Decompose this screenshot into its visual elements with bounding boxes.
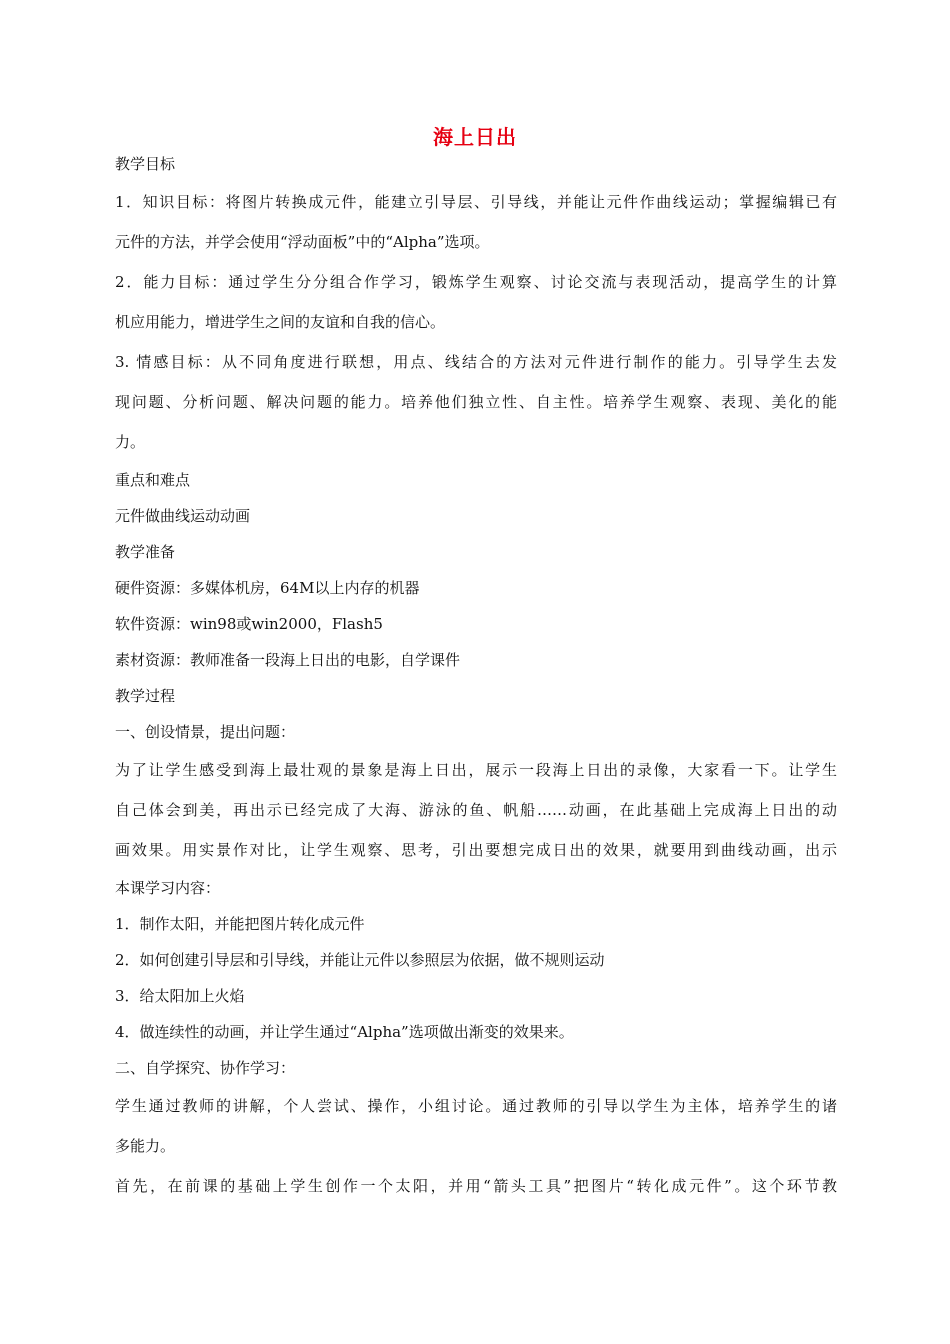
paragraph-line: 自己体会到美，再出示已经完成了大海、游泳的鱼、帆船……动画，在此基础上完成海上日出的动 — [115, 801, 837, 819]
paragraph-line: 1．知识目标：将图片转换成元件，能建立引导层、引导线，并能让元件作曲线运动；掌握编辑已有 — [115, 193, 837, 211]
paragraph-line: 本课学习内容： — [115, 879, 221, 897]
paragraph-line: 首先，在前课的基础上学生创作一个太阳，并用“箭头工具”把图片“转化成元件”。这个环节教 — [115, 1177, 837, 1195]
paragraph-line: 画效果。用实景作对比，让学生观察、思考，引出要想完成日出的效果，就要用到曲线动画，出示 — [115, 841, 837, 859]
document-title: 海上日出 — [433, 125, 517, 149]
section-heading: 一、创设情景，提出问题： — [115, 723, 296, 741]
paragraph-line: 力。 — [115, 433, 146, 451]
paragraph-line: 多能力。 — [115, 1137, 176, 1155]
paragraph-line: 3. 情感目标：从不同角度进行联想，用点、线结合的方法对元件进行制作的能力。引导学生去发 — [115, 353, 837, 371]
paragraph-line: 软件资源：win98或win2000，Flash5 — [115, 615, 383, 633]
heading-teaching-process: 教学过程 — [115, 687, 176, 705]
paragraph-line: 为了让学生感受到海上最壮观的景象是海上日出，展示一段海上日出的录像，大家看一下。让学生 — [115, 761, 837, 779]
paragraph-line: 素材资源：教师准备一段海上日出的电影，自学课件 — [115, 651, 461, 669]
heading-key-points: 重点和难点 — [115, 471, 191, 489]
paragraph-line: 元件的方法，并学会使用“浮动面板”中的“Alpha”选项。 — [115, 233, 490, 251]
paragraph-line: 元件做曲线运动动画 — [115, 507, 251, 525]
list-item: 3．给太阳加上火焰 — [115, 987, 245, 1005]
paragraph-line: 学生通过教师的讲解，个人尝试、操作，小组讨论。通过教师的引导以学生为主体，培养学生的诸 — [115, 1097, 837, 1115]
heading-teaching-goals: 教学目标 — [115, 155, 176, 173]
paragraph-line: 机应用能力，增进学生之间的友谊和自我的信心。 — [115, 313, 446, 331]
paragraph-line: 现问题、分析问题、解决问题的能力。培养他们独立性、自主性。培养学生观察、表现、美化的能 — [115, 393, 837, 411]
section-heading: 二、自学探究、协作学习： — [115, 1059, 296, 1077]
document-body — [115, 146, 837, 1206]
paragraph-line: 2．能力目标：通过学生分分组合作学习，锻炼学生观察、讨论交流与表现活动，提高学生的计算 — [115, 273, 837, 291]
list-item: 1．制作太阳，并能把图片转化成元件 — [115, 915, 365, 933]
heading-preparation: 教学准备 — [115, 543, 176, 561]
list-item: 4．做连续性的动画，并让学生通过“Alpha”选项做出渐变的效果来。 — [115, 1023, 574, 1041]
paragraph-line: 硬件资源：多媒体机房，64M以上内存的机器 — [115, 579, 420, 597]
list-item: 2．如何创建引导层和引导线，并能让元件以参照层为依据，做不规则运动 — [115, 951, 605, 969]
